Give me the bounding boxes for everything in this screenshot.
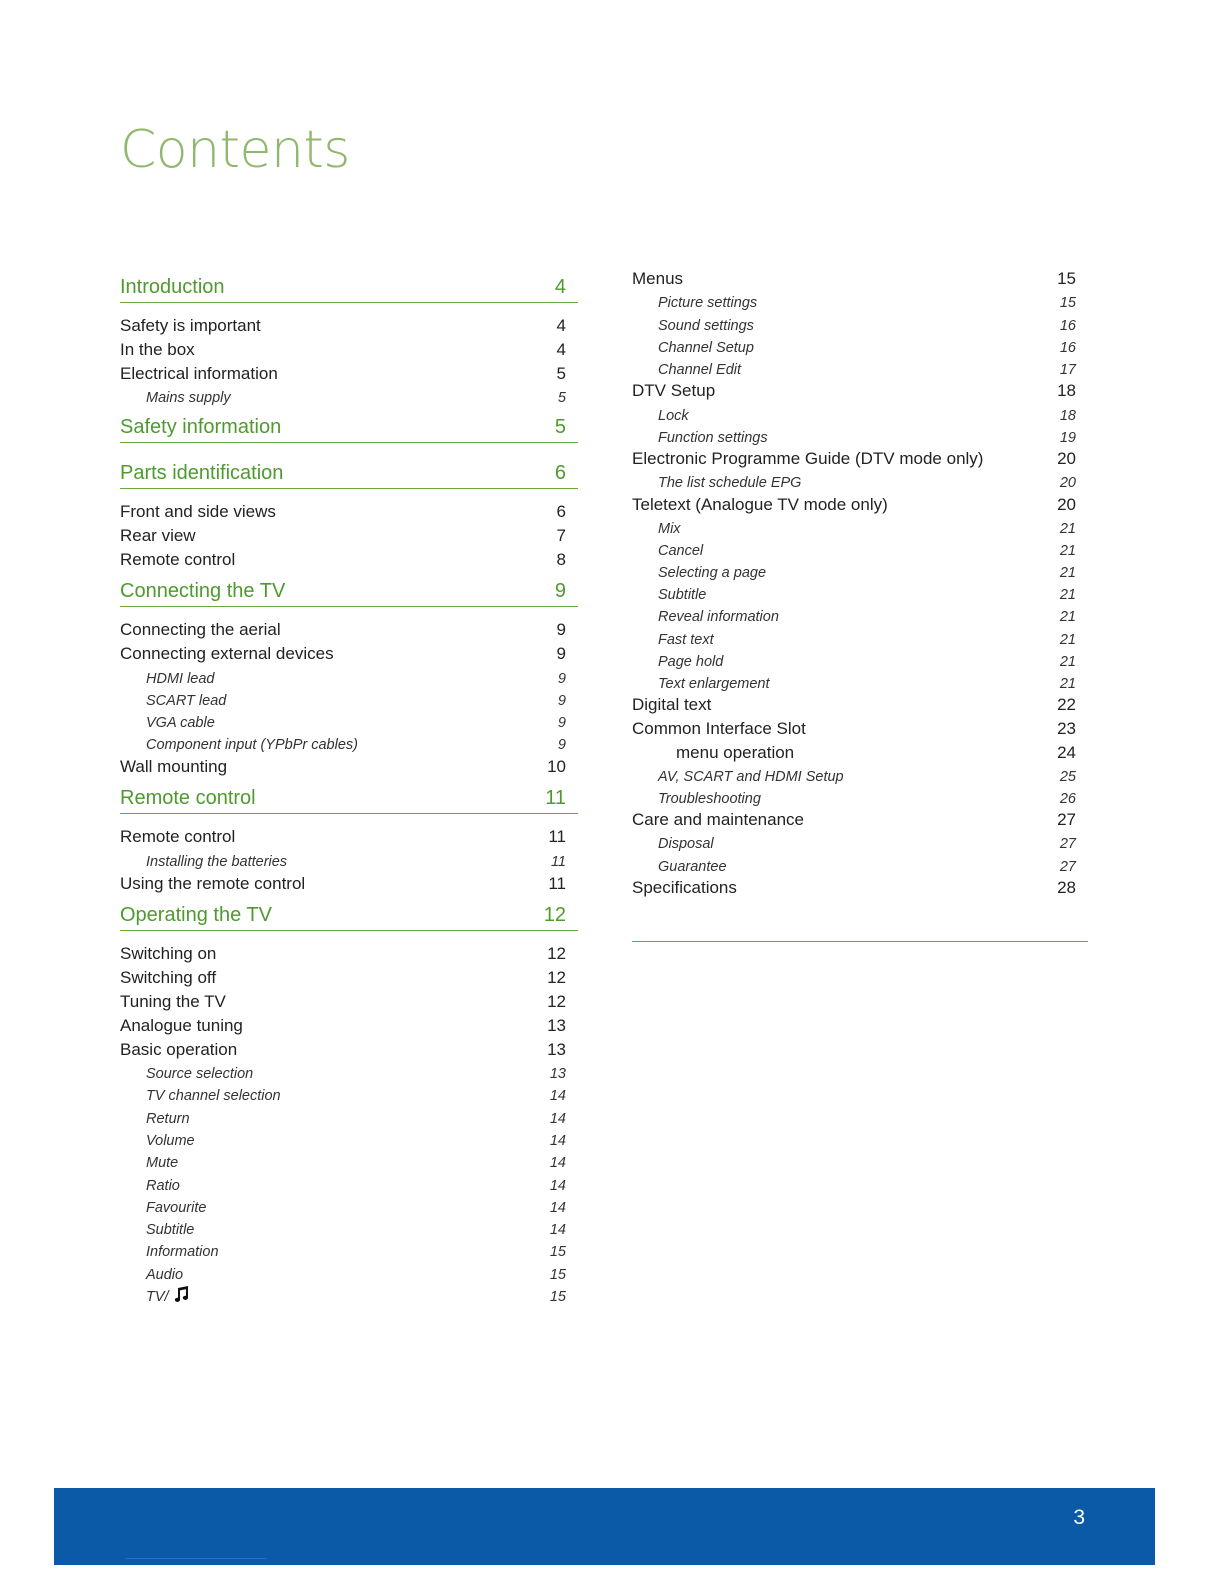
toc-page-number: 22	[1057, 695, 1076, 715]
toc-entry-using-the-remote-control[interactable]	[120, 870, 578, 894]
toc-entry-label: Mix	[658, 520, 681, 537]
toc-entry-label: Common Interface Slot	[632, 718, 806, 738]
toc-entry-av-scart-and-hdmi-setup[interactable]	[632, 763, 1088, 785]
toc-entry-care-and-maintenance[interactable]	[632, 807, 1088, 830]
toc-section-remote-control[interactable]	[120, 777, 578, 814]
toc-page-number: 9	[556, 644, 566, 664]
toc-entry-label: Return	[146, 1110, 190, 1127]
toc-entry-reveal-information[interactable]	[632, 603, 1088, 625]
toc-entry-sound-settings[interactable]	[632, 311, 1088, 333]
toc-entry-label: Introduction	[120, 276, 225, 298]
toc-entry-channel-setup[interactable]	[632, 334, 1088, 356]
toc-entry-scart-lead[interactable]	[120, 687, 578, 709]
toc-entry-connecting-the-aerial[interactable]	[120, 616, 578, 640]
toc-page-number: 14	[549, 1199, 566, 1216]
toc-page-number: 21	[1059, 609, 1076, 626]
toc-entry-label: Channel Edit	[658, 362, 742, 379]
toc-entry-label: Parts identification	[120, 462, 284, 485]
footer-link-underline	[126, 1558, 266, 1559]
toc-page-number: 16	[1059, 317, 1076, 334]
toc-page-number: 18	[1059, 407, 1076, 424]
toc-right-column	[632, 266, 1088, 898]
toc-page-number: 4	[556, 340, 566, 359]
toc-entry-volume[interactable]	[120, 1127, 578, 1149]
toc-entry-in-the-box[interactable]	[120, 336, 578, 360]
toc-entry-troubleshooting[interactable]	[632, 785, 1088, 807]
toc-entry-label: Subtitle	[146, 1222, 195, 1239]
toc-entry-hdmi-lead[interactable]	[120, 664, 578, 686]
toc-entry-tv[interactable]	[120, 1283, 578, 1305]
toc-entry-label: Using the remote control	[120, 873, 306, 893]
toc-entry-label: Connecting the aerial	[120, 620, 281, 640]
toc-entry-label: Operating the TV	[120, 903, 272, 926]
toc-page-number: 8	[556, 550, 566, 570]
toc-entry-label: Text enlargement	[658, 676, 770, 692]
toc-entry-component-input-ypbpr-cables[interactable]	[120, 731, 578, 753]
toc-entry-basic-operation[interactable]	[120, 1036, 578, 1060]
toc-page-number: 26	[1059, 790, 1076, 807]
toc-page-number: 9	[557, 670, 566, 687]
toc-entry-label: Fast text	[658, 631, 714, 648]
toc-page-number: 14	[549, 1222, 566, 1239]
toc-entry-label: Installing the batteries	[146, 853, 288, 870]
toc-page-number: 18	[1057, 381, 1076, 401]
toc-section-introduction[interactable]	[120, 266, 578, 303]
toc-page-number: 14	[549, 1155, 566, 1172]
toc-entry-function-settings[interactable]	[632, 424, 1088, 446]
toc-entry-menu-operation[interactable]	[632, 739, 1088, 763]
toc-entry-vga-cable[interactable]	[120, 709, 578, 731]
toc-entry-fast-text[interactable]	[632, 625, 1088, 647]
toc-page-number: 23	[1057, 718, 1076, 738]
toc-page-number: 20	[1057, 494, 1076, 514]
toc-page-number: 14	[549, 1110, 566, 1127]
toc-entry-front-and-side-views[interactable]	[120, 498, 578, 522]
toc-page-number: 11	[548, 873, 566, 893]
toc-section-safety-information[interactable]	[120, 406, 578, 443]
toc-page-number: 20	[1057, 449, 1076, 469]
toc-page-number: 21	[1059, 542, 1076, 559]
toc-entry-label: The list schedule EPG	[658, 475, 802, 492]
toc-page-number: 14	[549, 1132, 566, 1149]
footer-bar	[54, 1488, 1155, 1565]
toc-entry-label: Page hold	[658, 653, 724, 670]
toc-entry-label: Switching off	[120, 967, 217, 987]
toc-entry-label: Audio	[146, 1266, 184, 1283]
toc-entry-selecting-a-page[interactable]	[632, 559, 1088, 581]
page-title: Contents	[120, 120, 350, 180]
toc-entry-label: Selecting a page	[658, 565, 767, 582]
toc-entry-analogue-tuning[interactable]	[120, 1012, 578, 1036]
toc-page-number: 13	[547, 1039, 566, 1059]
page-number: 3	[1073, 1506, 1085, 1529]
toc-entry-source-selection[interactable]	[120, 1060, 578, 1082]
toc-entry-subtitle[interactable]	[120, 1216, 578, 1238]
toc-section-operating-the-tv[interactable]	[120, 894, 578, 931]
toc-entry-disposal[interactable]	[632, 830, 1088, 852]
toc-entry-label: Lock	[658, 407, 689, 424]
toc-page-number: 27	[1059, 858, 1076, 875]
toc-entry-label: Teletext (Analogue TV mode only)	[632, 494, 888, 514]
toc-page-number: 14	[549, 1177, 566, 1194]
toc-entry-mains-supply[interactable]	[120, 384, 578, 406]
toc-entry-label: Safety is important	[120, 316, 261, 335]
toc-page-number: 14	[549, 1088, 566, 1105]
toc-entry-label: Analogue tuning	[120, 1015, 243, 1035]
toc-entry-label: Basic operation	[120, 1039, 238, 1059]
toc-entry-label: Wall mounting	[120, 757, 228, 777]
toc-page-number: 9	[557, 715, 566, 732]
toc-page-number: 15	[1059, 295, 1076, 312]
toc-page-number: 16	[1059, 339, 1076, 356]
toc-entry-label: SCART lead	[146, 692, 227, 709]
toc-page-number: 20	[1059, 475, 1076, 492]
toc-entry-tv-channel-selection[interactable]	[120, 1082, 578, 1104]
toc-entry-label: Tuning the TV	[120, 991, 226, 1011]
toc-entry-label: Care and maintenance	[632, 810, 805, 830]
toc-page-number: 11	[548, 827, 566, 847]
toc-page-number: 10	[547, 757, 566, 777]
toc-page-number: 4	[556, 316, 566, 335]
toc-page-number: 12	[543, 903, 566, 926]
toc-entry-connecting-external-devices[interactable]	[120, 640, 578, 664]
toc-entry-label: Information	[146, 1244, 219, 1261]
toc-entry-ratio[interactable]	[120, 1171, 578, 1193]
toc-page-number: 21	[1059, 653, 1076, 670]
toc-page-number: 12	[547, 967, 566, 987]
toc-entry-label: In the box	[120, 340, 195, 359]
toc-entry-label: AV, SCART and HDMI Setup	[658, 768, 844, 785]
toc-entry-subtitle[interactable]	[632, 581, 1088, 603]
toc-entry-label: Safety information	[120, 416, 282, 439]
toc-entry-label: Reveal information	[658, 609, 779, 626]
toc-entry-common-interface-slot[interactable]	[632, 715, 1088, 738]
toc-entry-channel-edit[interactable]	[632, 356, 1088, 378]
toc-page-number: 15	[549, 1289, 566, 1306]
toc-entry-label: TV channel selection	[146, 1088, 281, 1105]
toc-page-number: 6	[556, 502, 566, 522]
toc-entry-label: Remote control	[120, 787, 256, 810]
toc-entry-label: Mute	[146, 1155, 179, 1172]
toc-entry-label: Remote control	[120, 827, 236, 847]
toc-entry-label: Digital text	[632, 695, 712, 715]
toc-page-number: 12	[547, 991, 566, 1011]
toc-entry-tuning-the-tv[interactable]	[120, 988, 578, 1012]
toc-entry-label: menu operation	[676, 742, 795, 762]
toc-entry-label: Channel Setup	[658, 339, 754, 356]
toc-page-number: 21	[1059, 520, 1076, 537]
toc-entry-wall-mounting[interactable]	[120, 753, 578, 777]
toc-entry-mix[interactable]	[632, 515, 1088, 537]
toc-entry-label: Electronic Programme Guide (DTV mode only)	[632, 449, 984, 469]
toc-entry-teletext-analogue-tv-mode-only[interactable]	[632, 491, 1088, 514]
toc-page-number: 17	[1059, 362, 1076, 379]
toc-entry-label: Cancel	[658, 542, 704, 559]
toc-entry-label: Function settings	[658, 429, 768, 446]
toc-entry-label: VGA cable	[146, 715, 215, 732]
toc-entry-label: Front and side views	[120, 502, 276, 522]
toc-entry-label: Connecting external devices	[120, 644, 334, 664]
toc-page-number: 21	[1059, 631, 1076, 648]
toc-page-number: 21	[1059, 587, 1076, 604]
toc-entry-specifications[interactable]	[632, 875, 1088, 898]
toc-page-number: 4	[554, 276, 566, 298]
toc-section-parts-identification[interactable]	[120, 452, 578, 489]
toc-entry-label: Connecting the TV	[120, 580, 286, 603]
toc-page-number: 11	[545, 787, 566, 810]
toc-entry-information[interactable]	[120, 1238, 578, 1260]
toc-page-number: 11	[550, 853, 566, 870]
toc-page-number: 5	[554, 416, 566, 439]
toc-entry-label: Picture settings	[658, 295, 758, 312]
toc-entry-favourite[interactable]	[120, 1194, 578, 1216]
toc-entry-label: Electrical information	[120, 364, 278, 383]
toc-left-column	[120, 266, 578, 1305]
toc-page-number: 27	[1059, 836, 1076, 853]
toc-entry-label: Menus	[632, 269, 684, 289]
toc-entry-label: Troubleshooting	[658, 790, 761, 807]
toc-entry-page-hold[interactable]	[632, 648, 1088, 670]
toc-entry-label: Rear view	[120, 526, 196, 546]
toc-page-number: 9	[554, 580, 566, 603]
toc-entry-digital-text[interactable]	[632, 692, 1088, 715]
music-note-icon	[172, 1285, 190, 1303]
toc-entry-label: Volume	[146, 1132, 195, 1149]
toc-page-number: 21	[1059, 565, 1076, 582]
toc-entry-audio[interactable]	[120, 1260, 578, 1282]
toc-page-number: 5	[556, 364, 566, 383]
toc-entry-label: Disposal	[658, 836, 714, 853]
toc-entry-lock[interactable]	[632, 401, 1088, 423]
toc-entry-picture-settings[interactable]	[632, 289, 1088, 311]
toc-entry-label: Source selection	[146, 1066, 254, 1083]
toc-entry-remote-control[interactable]	[120, 546, 578, 570]
toc-entry-installing-the-batteries[interactable]	[120, 847, 578, 869]
toc-section-connecting-the-tv[interactable]	[120, 570, 578, 607]
toc-entry-mute[interactable]	[120, 1149, 578, 1171]
toc-page-number: 6	[554, 462, 566, 485]
toc-page-number: 21	[1059, 676, 1076, 692]
toc-entry-rear-view[interactable]	[120, 522, 578, 546]
toc-entry-label: Mains supply	[146, 390, 231, 407]
toc-entry-menus[interactable]	[632, 266, 1088, 289]
toc-entry-label: Specifications	[632, 877, 737, 897]
toc-page-number: 15	[1057, 269, 1076, 289]
toc-entry-dtv-setup[interactable]	[632, 378, 1088, 401]
toc-page-number: 12	[547, 943, 566, 963]
toc-page-number: 7	[556, 526, 566, 546]
toc-entry-label: Remote control	[120, 550, 236, 570]
toc-page-number: 9	[556, 620, 566, 640]
toc-entry-text-enlargement[interactable]	[632, 670, 1088, 692]
toc-page-number: 15	[549, 1244, 566, 1261]
toc-entry-label-group	[146, 1285, 190, 1305]
toc-entry-safety-is-important[interactable]	[120, 312, 578, 336]
toc-entry-label: TV/	[146, 1289, 169, 1306]
toc-entry-label: Component input (YPbPr cables)	[146, 737, 358, 754]
toc-entry-cancel[interactable]	[632, 537, 1088, 559]
toc-page-number: 5	[557, 390, 566, 407]
toc-entry-label: Favourite	[146, 1199, 207, 1216]
toc-entry-label: Switching on	[120, 943, 217, 963]
toc-entry-label: Sound settings	[658, 317, 754, 334]
toc-page-number: 15	[549, 1266, 566, 1283]
toc-page-number: 13	[547, 1015, 566, 1035]
toc-entry-electrical-information[interactable]	[120, 360, 578, 384]
toc-entry-electronic-programme-guide-dtv-mode-only[interactable]	[632, 446, 1088, 469]
toc-page-number: 24	[1057, 742, 1076, 762]
toc-entry-the-list-schedule-epg[interactable]	[632, 469, 1088, 491]
toc-entry-label: HDMI lead	[146, 670, 215, 687]
toc-entry-switching-on[interactable]	[120, 940, 578, 964]
right-column-divider	[632, 941, 1088, 942]
toc-entry-switching-off[interactable]	[120, 964, 578, 988]
toc-entry-label: Subtitle	[658, 587, 707, 604]
toc-entry-return[interactable]	[120, 1104, 578, 1126]
toc-page-number: 28	[1057, 877, 1076, 897]
toc-entry-label: Ratio	[146, 1177, 180, 1194]
toc-page-number: 9	[557, 737, 566, 754]
toc-entry-label: DTV Setup	[632, 381, 716, 401]
toc-entry-guarantee[interactable]	[632, 852, 1088, 874]
toc-page-number: 19	[1059, 429, 1076, 446]
toc-page-number: 25	[1059, 768, 1076, 785]
toc-entry-remote-control[interactable]	[120, 823, 578, 847]
toc-page-number: 13	[549, 1066, 566, 1083]
toc-page-number: 27	[1057, 810, 1076, 830]
toc-entry-label: Guarantee	[658, 858, 727, 875]
toc-page-number: 9	[557, 692, 566, 709]
